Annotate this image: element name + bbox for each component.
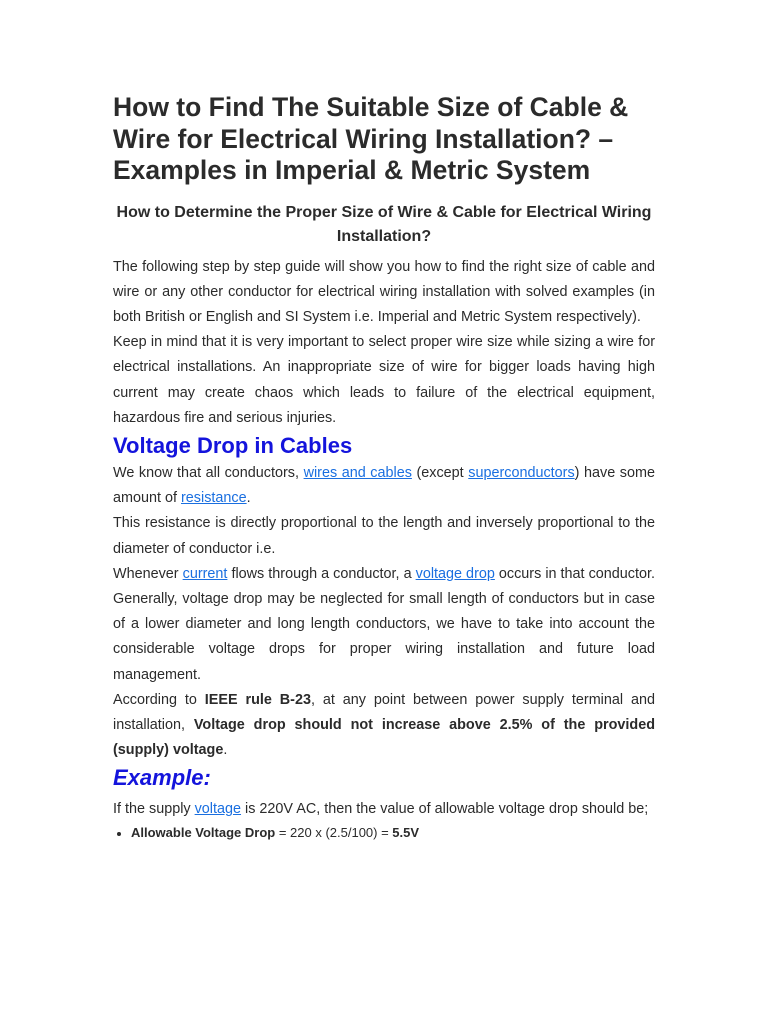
intro-paragraph-2: Keep in mind that it is very important to select proper wire size while sizing a wire for electrical installations. An inappropriate size of wire for bigger loads having high current may create chaos which leads to failure of the electrical equipment, hazardous fire and serious injuries. — [113, 334, 655, 426]
superconductors-link[interactable]: superconductors — [468, 464, 575, 481]
example-paragraph — [113, 797, 655, 822]
section-heading-voltage-drop: Voltage Drop in Cables — [113, 432, 353, 458]
example-text-1: If the supply — [113, 801, 195, 818]
ieee-paragraph — [113, 688, 655, 764]
voltage-link[interactable]: voltage — [194, 801, 242, 818]
example-bullet-list — [113, 823, 655, 843]
allowable-voltage-drop-label: Allowable Voltage Drop — [131, 824, 276, 840]
ieee-text-1: According to — [113, 691, 205, 708]
voltage-drop-link[interactable]: voltage drop — [415, 565, 495, 582]
page-title: How to Find The Suitable Size of Cable & Wire for Electrical Wiring Installation? – Examples in Imperial & Metric System — [113, 92, 629, 185]
conductors-paragraph — [113, 461, 655, 511]
voltage-drop-rule-bold: Voltage drop should not increase above 2.5% of the provided (supply) voltage — [113, 716, 655, 759]
intro-paragraph-1: The following step by step guide will show you how to find the right size of cable and wire or any other conductor for electrical wiring installation with solved examples (in both British or English and SI System i.e. Imperial and Metric System respectively). — [113, 258, 655, 325]
resistance-paragraph: This resistance is directly proportional to the length and inversely proportional to the diameter of conductor i.e. — [113, 515, 655, 557]
conductors-text-3: ) have some amount of — [113, 464, 656, 507]
conductors-text-2: (except — [411, 464, 469, 481]
current-paragraph — [113, 562, 655, 688]
page-subtitle: How to Determine the Proper Size of Wire & Cable for Electrical Wiring Installation? — [116, 203, 652, 245]
current-text-1: Whenever — [113, 565, 183, 582]
wires-and-cables-link[interactable]: wires and cables — [303, 464, 412, 481]
allowable-voltage-drop-formula: = 220 x (2.5/100) = — [275, 824, 393, 840]
ieee-text-3: . — [223, 742, 228, 759]
article-body — [113, 92, 655, 843]
list-item — [131, 823, 655, 843]
conductors-text-1: We know that all conductors, — [113, 464, 304, 481]
example-text-2: is 220V AC, then the value of allowable voltage drop should be; — [241, 801, 649, 818]
conductors-text-4: . — [246, 490, 251, 507]
resistance-link[interactable]: resistance — [181, 490, 247, 507]
ieee-text-2: , at any point between power supply terminal and installation, — [113, 691, 655, 733]
ieee-rule-bold: IEEE rule B-23 — [204, 691, 311, 708]
current-text-3: occurs in that conductor. Generally, voltage drop may be neglected for small length of conductors but in case of a lower diameter and long length conductors, we have to take into account the considerable voltage drops for proper wiring installation and future load management. — [113, 565, 655, 683]
current-text-2: flows through a conductor, a — [227, 565, 416, 582]
allowable-voltage-drop-result: 5.5V — [392, 824, 420, 840]
example-heading: Example: — [113, 765, 211, 791]
current-link[interactable]: current — [182, 565, 228, 582]
